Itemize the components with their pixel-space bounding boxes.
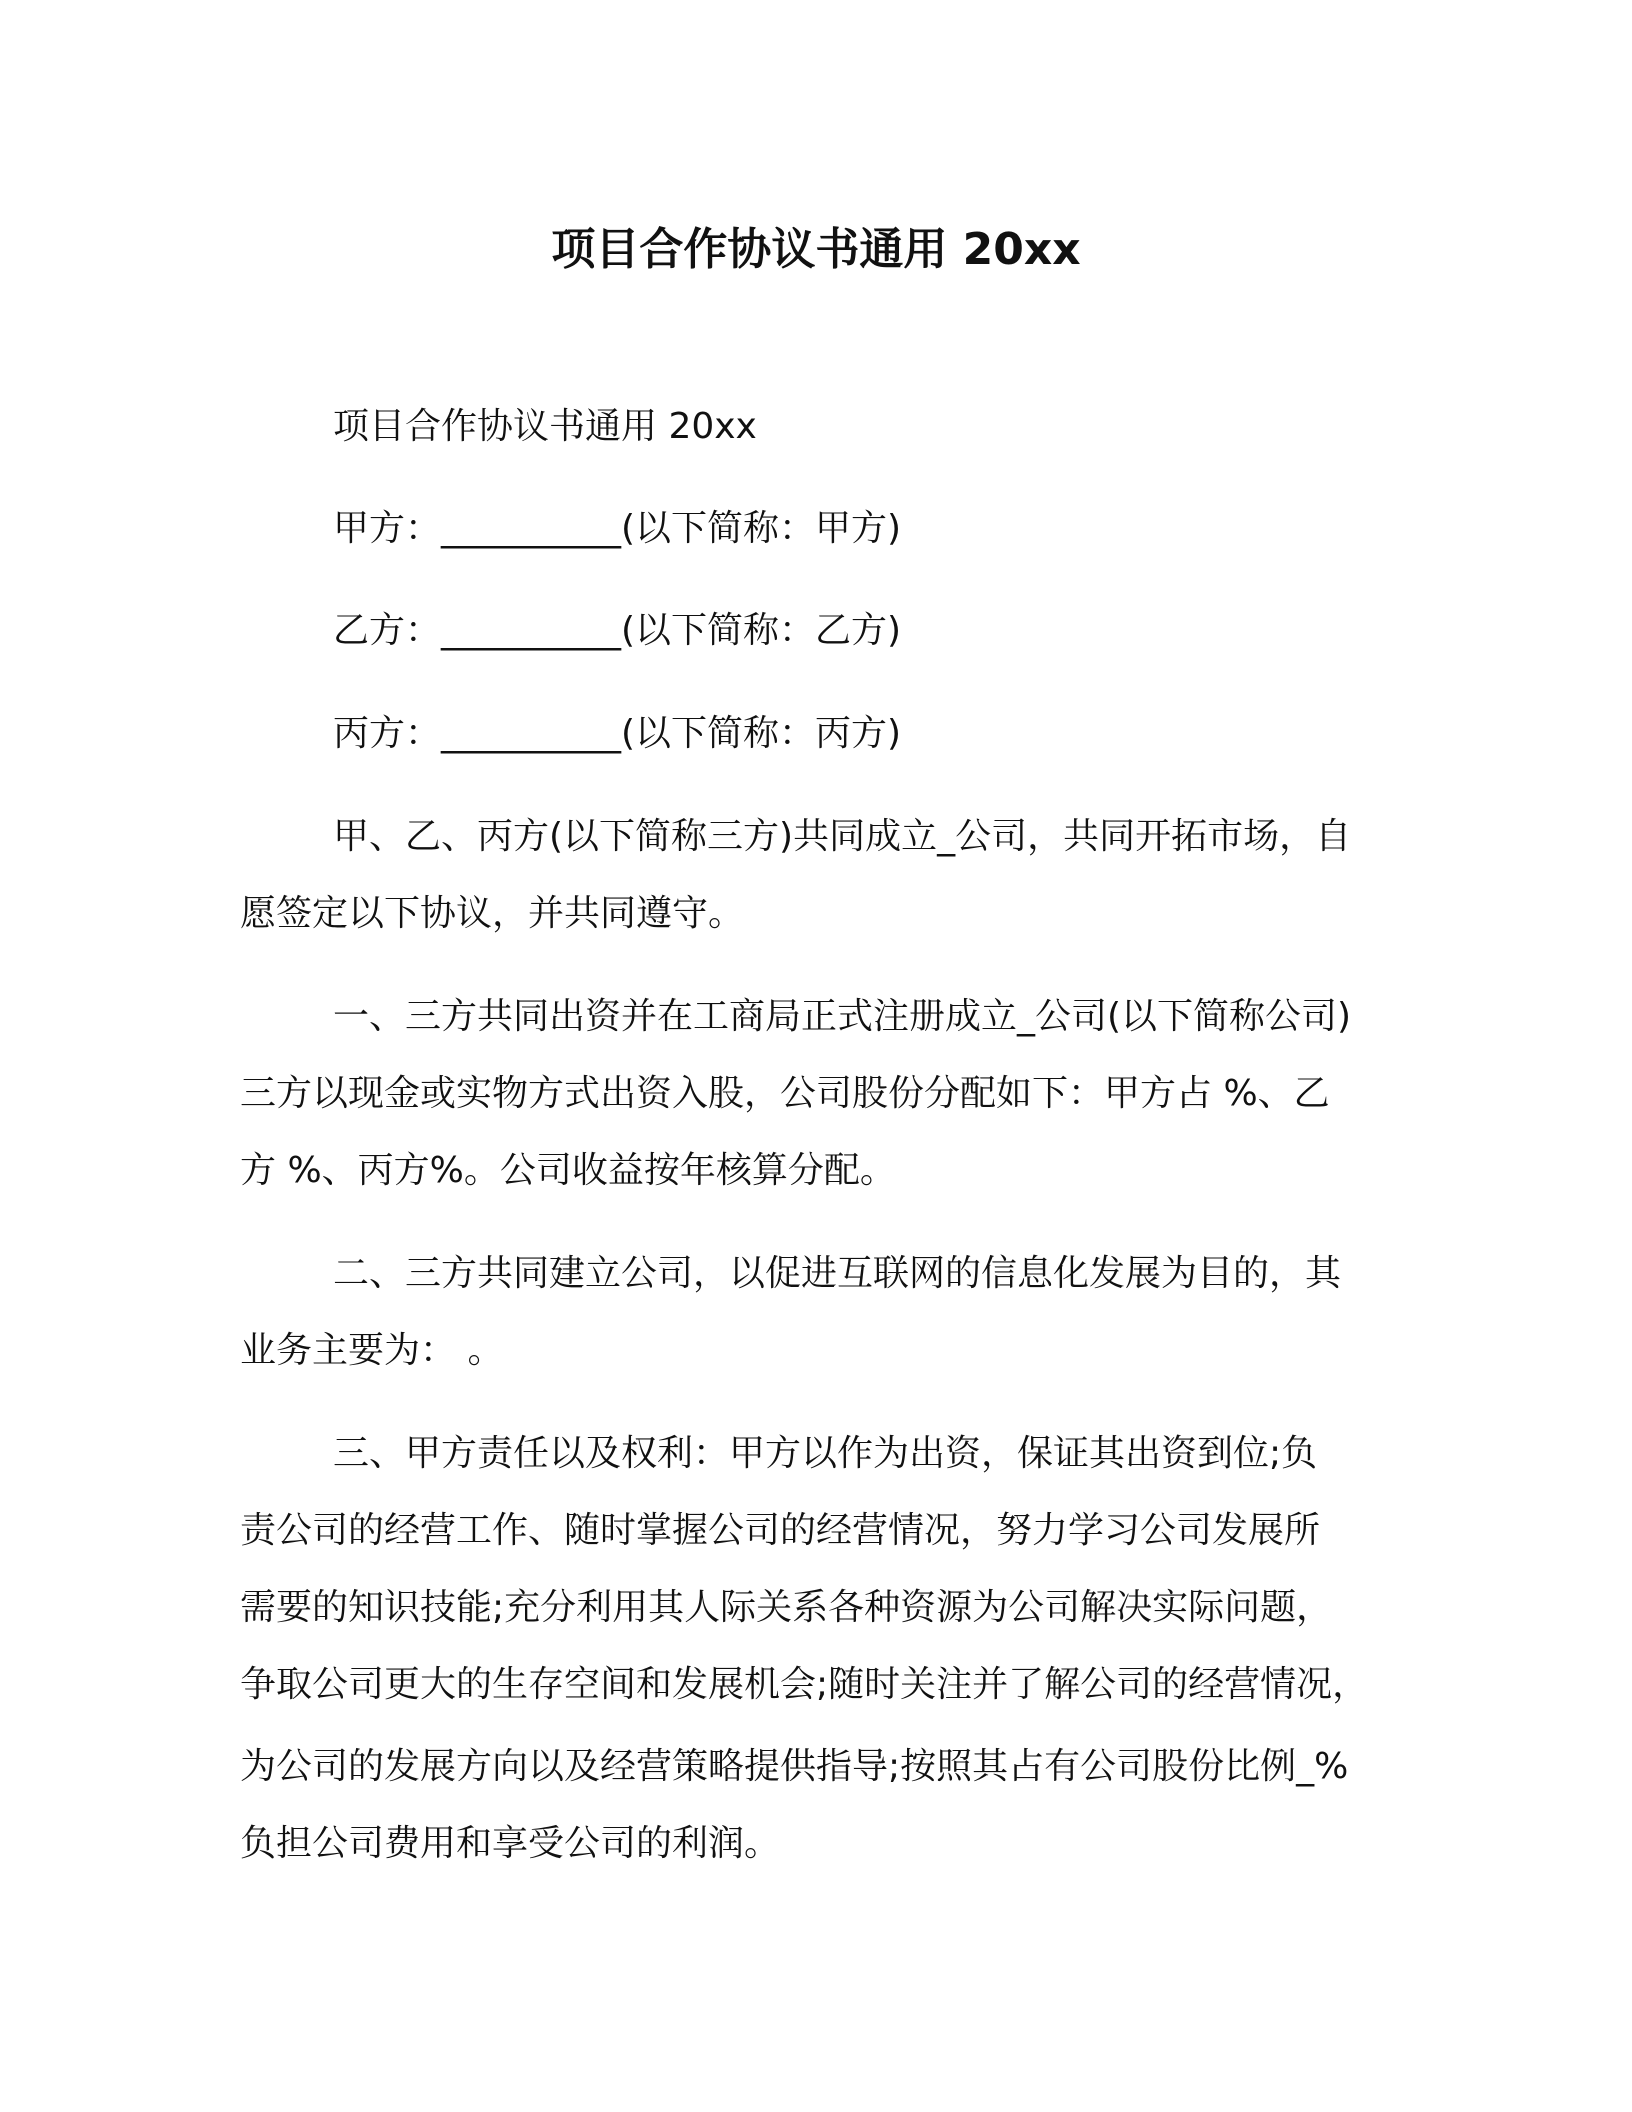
- document-title: 项目合作协议书通用 20xx: [551, 224, 1081, 275]
- intro-paragraph-line-2: 愿签定以下协议，并共同遵守。: [240, 893, 745, 934]
- clause-2-line-2: 业务主要为： 。: [240, 1330, 504, 1371]
- clause-3-line-2: 责公司的经营工作、随时掌握公司的经营情况，努力学习公司发展所: [240, 1510, 1321, 1551]
- party-c-line: 丙方：__________(以下简称：丙方): [333, 713, 902, 754]
- subtitle-line: 项目合作协议书通用 20xx: [333, 406, 757, 447]
- clause-3-line-3: 需要的知识技能;充分利用其人际关系各种资源为公司解决实际问题，: [240, 1587, 1333, 1628]
- clause-1-line-1: 一、三方共同出资并在工商局正式注册成立_公司(以下简称公司): [333, 996, 1352, 1037]
- clause-3-line-1: 三、甲方责任以及权利：甲方以作为出资，保证其出资到位;负: [333, 1433, 1318, 1474]
- clause-2-line-1: 二、三方共同建立公司，以促进互联网的信息化发展为目的，其: [333, 1253, 1342, 1294]
- party-b-line: 乙方：__________(以下简称：乙方): [333, 610, 902, 651]
- clause-3-line-4: 争取公司更大的生存空间和发展机会;随时关注并了解公司的经营情况，: [240, 1664, 1369, 1705]
- party-a-line: 甲方：__________(以下简称：甲方): [333, 508, 902, 549]
- clause-1-line-3: 方 %、丙方%。公司收益按年核算分配。: [240, 1150, 896, 1191]
- clause-3-line-6: 负担公司费用和享受公司的利润。: [240, 1823, 781, 1864]
- clause-3-line-5: 为公司的发展方向以及经营策略提供指导;按照其占有公司股份比例_%: [240, 1746, 1349, 1787]
- clause-1-line-2: 三方以现金或实物方式出资入股，公司股份分配如下：甲方占 %、乙: [240, 1073, 1330, 1114]
- intro-paragraph-line-1: 甲、乙、丙方(以下简称三方)共同成立_公司，共同开拓市场，自: [333, 816, 1352, 857]
